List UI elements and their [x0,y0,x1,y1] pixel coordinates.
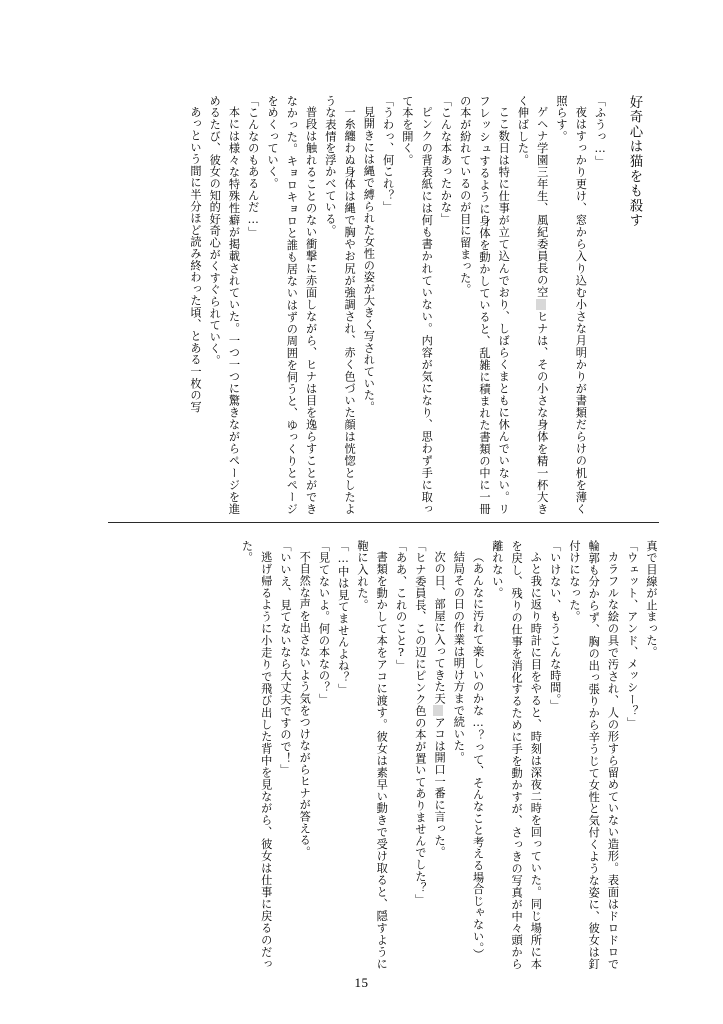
paragraph: 書類を動かして本をアコに渡す。彼女は素早い動きで受け取ると、隠すように鞄に入れた。 [356,540,389,970]
paragraph: 普段は触れることのない衝撃に赤面しながら、ヒナは目を逸らすことができなかった。キョロキョロと誰も居ないはずの周囲を伺うと、ゆっくりとページをめくっていく。 [266,95,318,515]
paragraph-text-before-redaction: ゲヘナ学園三年生、風紀委員長の空 [535,106,549,299]
paragraph: 逃げ帰るように小走りで飛び出した背中を見ながら、彼女は仕事に戻るのだった。 [240,540,273,970]
paragraph-text-before-redaction: 次の日、部屋に入ってきた天 [433,551,447,705]
paragraph: 「…中は見てませんよね？」 [336,540,350,696]
paragraph-text-after-redaction: ヒナは、その小さな身体を精一杯大きく伸ばした。 [516,95,549,515]
paragraph: 「ヒナ委員長、この辺にピンク色の本が置いてありませんでした？」 [413,540,427,906]
paragraph-with-redaction [513,95,552,515]
paragraph: 「こんなのもあるんだ…」 [246,95,260,239]
paragraph: ふと我に返り時計に目をやると、時刻は深夜二時を回っていた。同じ場所に本を戻し、残りの仕事を消化するために手を動かすが、さっきの写真が中々頭から離れない。 [490,540,543,970]
paragraph-text-after-redaction: アコは開口一番に言った。 [433,716,447,859]
paragraph: 一糸纏わぬ身体は縄で胸やお尻が強調され、赤く色づいた顔は恍惚としたような表情を浮かべている。 [323,95,357,515]
section-one-text-block [120,95,645,515]
paragraph: 本には様々な特殊性癖が掲載されていた。一つ一つに驚きながらページを進めるたび、彼女の知的好奇心がくすぐられていく。 [208,95,241,515]
paragraph: ピンクの背表紙には何も書かれていない。内容が気になり、思わず手に取って本を開く。 [400,95,434,515]
paragraph: 「うわっ、何これ？」 [381,95,395,213]
section-divider [108,522,659,523]
paragraph: カラフルな絵の具で汚され、人の形すら留めていない造形。表面はドロドロで輪郭も分からず、胸の出っ張りから辛うじて女性と気付くような姿に、彼女は釘付けになった。 [567,540,620,970]
censor-block-icon [536,299,546,309]
paragraph: あっという間に半分ほど読み終わった頃、とある一枚の写 [188,106,202,413]
chapter-title: 好奇心は猫をも殺す [627,95,642,229]
page-number: 15 [354,975,369,990]
paragraph: 結局その日の作業は明け方まで続いた。 [452,551,466,764]
paragraph: 「ふうっ…」 [593,95,607,168]
paragraph: 真で目線が止まった。 [645,540,658,658]
censor-block-icon [433,705,443,715]
paragraph: （あんなに汚れて楽しいのかな…？って、そんなこと考える場合じゃない。） [471,551,485,961]
paragraph: ここ数日は特に仕事が立て込んでおり、しばらくまともに休んでいない。リフレッシュするように身体を動かしていると、乱雑に積まれた書類の中に一冊の本が紛れているのが目に留まった。 [458,95,511,515]
paragraph: 「見てないよ。何の本なの？」 [317,540,331,706]
paragraph-with-redaction [430,540,449,970]
paragraph: 「いいえ、見てないなら大丈夫ですので！」 [278,540,292,776]
section-two-text-block [121,540,661,970]
paragraph: 「こんな本あったかな」 [439,95,453,225]
paragraph: 「ああ、これのこと?」 [394,540,408,672]
paragraph: 「ウェット、アンド、メッシー？」 [625,540,639,729]
paragraph: 夜はすっかり更け、窓から入り込む小さな月明かりが書類だらけの机を薄く照らす。 [555,95,588,515]
paragraph: 不自然な声を出さないよう気をつけながらヒナが答える。 [298,551,312,858]
paragraph: 「いけない、もうこんな時間。」 [548,540,562,712]
paragraph: 見開きには縄で縛られた女性の姿が大きく写されていた。 [362,106,376,413]
